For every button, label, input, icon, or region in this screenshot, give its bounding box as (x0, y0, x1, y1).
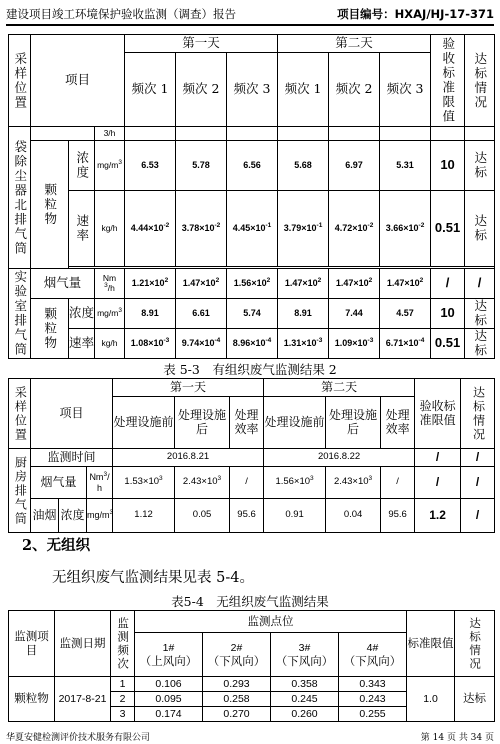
limit-value: 0.51 (431, 191, 465, 267)
col-header-status: 达标情况 (455, 611, 495, 677)
status-value: / (461, 467, 495, 499)
value-cell: $2.43\times 10^3$ (326, 467, 381, 499)
value-cell: $1.47\times 10^2$ (329, 269, 380, 299)
unit-rate: kg/h (95, 191, 125, 267)
status-value: / (461, 499, 495, 533)
metric-concentration: 浓度 (69, 141, 95, 191)
pollutant-particle: 颗粒物 (31, 299, 69, 359)
col-header-post: 处理设施后 (175, 397, 230, 449)
location-bag-filter: 袋除尘器北排气筒 (9, 127, 31, 269)
page-header (6, 4, 494, 26)
status-ok: 达标 (465, 191, 495, 267)
value-cell: $1.56\times 10^3$ (264, 467, 326, 499)
value-cell: 0.260 (271, 707, 339, 722)
unit-flow: Nm$^3$/ h (87, 467, 113, 499)
col-header-status: 达标情况 (465, 35, 495, 127)
col-header-eff: 处理效率 (230, 397, 264, 449)
unit-cell: 3/h (95, 127, 125, 141)
value-cell: 0.255 (339, 707, 407, 722)
col-header-freq1-day2: 频次 1 (278, 53, 329, 127)
page-footer (6, 730, 494, 743)
point-4-header: 4# （下风向） (339, 633, 407, 677)
unit-concentration: $mg/m^3$ (95, 141, 125, 191)
value-cell: / (381, 467, 415, 499)
col-header-day2: 第二天 (278, 35, 431, 53)
value-cell: $3.79\times 10^{-1}$ (278, 191, 329, 267)
col-header-eff: 处理效率 (381, 397, 415, 449)
unit-concentration: $mg/m^3$ (87, 499, 113, 533)
value-cell: 0.04 (326, 499, 381, 533)
section-heading: 2、无组织 (22, 537, 91, 554)
status-ok: 达标 (465, 141, 495, 191)
col-header-pre: 处理设施前 (264, 397, 326, 449)
point-2-header: 2# （下风向） (203, 633, 271, 677)
value-cell: $3.66\times 10^{-2}$ (380, 191, 431, 267)
value-cell: $4.72\times 10^{-2}$ (329, 191, 380, 267)
col-header-pre: 处理设施前 (113, 397, 175, 449)
value-cell: $1.08\times 10^{-3}$ (125, 329, 176, 359)
value-cell: $1.53\times 10^3$ (113, 467, 175, 499)
report-title: 建设项目竣工环境保护验收监测（调查）报告 (6, 7, 236, 21)
unit-concentration: $mg/m^3$ (95, 299, 125, 329)
value-cell: 6.56 (227, 141, 278, 191)
value-cell: 0.245 (271, 692, 339, 707)
col-header-status: 达标情况 (461, 379, 495, 449)
location-lab: 实验室排气筒 (9, 269, 31, 359)
date-day1: 2016.8.21 (113, 449, 264, 467)
col-header-limit: 验收标准限值 (431, 35, 465, 127)
col-header-frequency: 监测频次 (111, 611, 135, 677)
limit-value: 1.0 (407, 677, 455, 722)
col-header-item: 监测项目 (9, 611, 55, 677)
pollutant-oil-fume: 油烟 (31, 499, 59, 533)
metric-rate: 速率 (69, 191, 95, 267)
value-cell: 0.095 (135, 692, 203, 707)
value-cell: $2.43\times 10^3$ (175, 467, 230, 499)
metric-flow: 烟气量 (31, 467, 87, 499)
frequency-cell: 3 (111, 707, 135, 722)
status-ok: 达标 (465, 299, 495, 329)
table-fugitive-exhaust (8, 610, 495, 722)
sample-date: 2017-8-21 (55, 677, 111, 722)
value-cell: 6.61 (176, 299, 227, 329)
point-1-header: 1# （上风向） (135, 633, 203, 677)
limit-value: / (415, 449, 461, 467)
value-cell: 7.44 (329, 299, 380, 329)
location-kitchen: 厨房排气筒 (9, 449, 31, 533)
value-cell: 95.6 (230, 499, 264, 533)
point-3-header: 3# （下风向） (271, 633, 339, 677)
col-header-item: 项目 (31, 35, 125, 127)
value-cell: 5.68 (278, 141, 329, 191)
value-cell: 0.243 (339, 692, 407, 707)
col-header-limit: 验收标准限值 (415, 379, 461, 449)
limit-value: / (431, 269, 465, 299)
value-cell: 5.31 (380, 141, 431, 191)
value-cell: $1.31\times 10^{-3}$ (278, 329, 329, 359)
value-cell: 6.97 (329, 141, 380, 191)
col-header-freq3-day2: 频次 3 (380, 53, 431, 127)
col-header-date: 监测日期 (55, 611, 111, 677)
value-cell: 6.53 (125, 141, 176, 191)
value-cell: / (230, 467, 264, 499)
col-header-limit: 标准限值 (407, 611, 455, 677)
project-number: 项目编号：HXAJ/HJ-17-371 (337, 7, 494, 21)
pollutant-particle: 颗粒物 (9, 677, 55, 722)
company-name: 华夏安健检测评价技术服务有限公司 (6, 733, 151, 743)
col-header-freq2-day2: 频次 2 (329, 53, 380, 127)
value-cell: 5.74 (227, 299, 278, 329)
unit-flow: Nm $^3$/h (95, 269, 125, 299)
value-cell: 0.258 (203, 692, 271, 707)
metric-concentration: 浓度 (69, 299, 95, 329)
status-value: / (461, 449, 495, 467)
value-cell: 0.106 (135, 677, 203, 692)
value-cell: 0.293 (203, 677, 271, 692)
table-organized-exhaust-2 (8, 378, 495, 533)
value-cell: $4.44\times 10^{-2}$ (125, 191, 176, 267)
col-header-location: 采样位置 (9, 379, 31, 449)
value-cell: 0.174 (135, 707, 203, 722)
status-ok: 达标 (455, 677, 495, 722)
value-cell: 0.91 (264, 499, 326, 533)
value-cell: $4.45\times 10^{-1}$ (227, 191, 278, 267)
value-cell: 1.12 (113, 499, 175, 533)
value-cell: 0.358 (271, 677, 339, 692)
value-cell: $1.09\times 10^{-3}$ (329, 329, 380, 359)
limit-value: 0.51 (431, 329, 465, 359)
time-label: 监测时间 (31, 449, 113, 467)
unit-rate: kg/h (95, 329, 125, 359)
status-value: / (465, 269, 495, 299)
metric-rate: 速率 (69, 329, 95, 359)
frequency-cell: 1 (111, 677, 135, 692)
page-number: 第 14 页 共 34 页 (420, 733, 494, 743)
col-header-day1: 第一天 (125, 35, 278, 53)
col-header-freq3: 频次 3 (227, 53, 278, 127)
metric-flow: 烟气量 (31, 269, 95, 299)
value-cell: 0.05 (175, 499, 230, 533)
limit-value: 10 (431, 141, 465, 191)
value-cell: $9.74\times 10^{-4}$ (176, 329, 227, 359)
limit-value: 1.2 (415, 499, 461, 533)
value-cell: $1.47\times 10^2$ (176, 269, 227, 299)
value-cell: 8.91 (125, 299, 176, 329)
date-day2: 2016.8.22 (264, 449, 415, 467)
table3-caption: 表5-4 无组织废气监测结果 (171, 594, 329, 609)
limit-value: 10 (431, 299, 465, 329)
col-header-freq2: 频次 2 (176, 53, 227, 127)
value-cell: $1.21\times 10^2$ (125, 269, 176, 299)
value-cell: 0.270 (203, 707, 271, 722)
col-header-day2: 第二天 (264, 379, 415, 397)
value-cell: $8.96\times 10^{-4}$ (227, 329, 278, 359)
value-cell: $1.56\times 10^2$ (227, 269, 278, 299)
table2-caption: 表 5-3 有组织废气监测结果 2 (163, 362, 337, 377)
table-organized-exhaust-1 (8, 34, 495, 359)
value-cell: 8.91 (278, 299, 329, 329)
col-header-freq1: 频次 1 (125, 53, 176, 127)
pollutant-particle: 颗粒物 (31, 141, 69, 269)
value-cell: $1.47\times 10^2$ (380, 269, 431, 299)
value-cell: $6.71\times 10^{-4}$ (380, 329, 431, 359)
value-cell: $3.78\times 10^{-2}$ (176, 191, 227, 267)
value-cell: 0.343 (339, 677, 407, 692)
value-cell: 95.6 (381, 499, 415, 533)
value-cell: 5.78 (176, 141, 227, 191)
limit-value: / (415, 467, 461, 499)
frequency-cell: 2 (111, 692, 135, 707)
metric-concentration: 浓度 (59, 499, 87, 533)
body-paragraph: 无组织废气监测结果见表 5-4。 (52, 570, 254, 586)
col-header-item: 项目 (31, 379, 113, 449)
value-cell: 4.57 (380, 299, 431, 329)
status-ok: 达标 (465, 329, 495, 359)
col-header-location: 采样位置 (9, 35, 31, 127)
value-cell: $1.47\times 10^2$ (278, 269, 329, 299)
col-header-points: 监测点位 (135, 611, 407, 633)
col-header-post: 处理设施后 (326, 397, 381, 449)
col-header-day1: 第一天 (113, 379, 264, 397)
